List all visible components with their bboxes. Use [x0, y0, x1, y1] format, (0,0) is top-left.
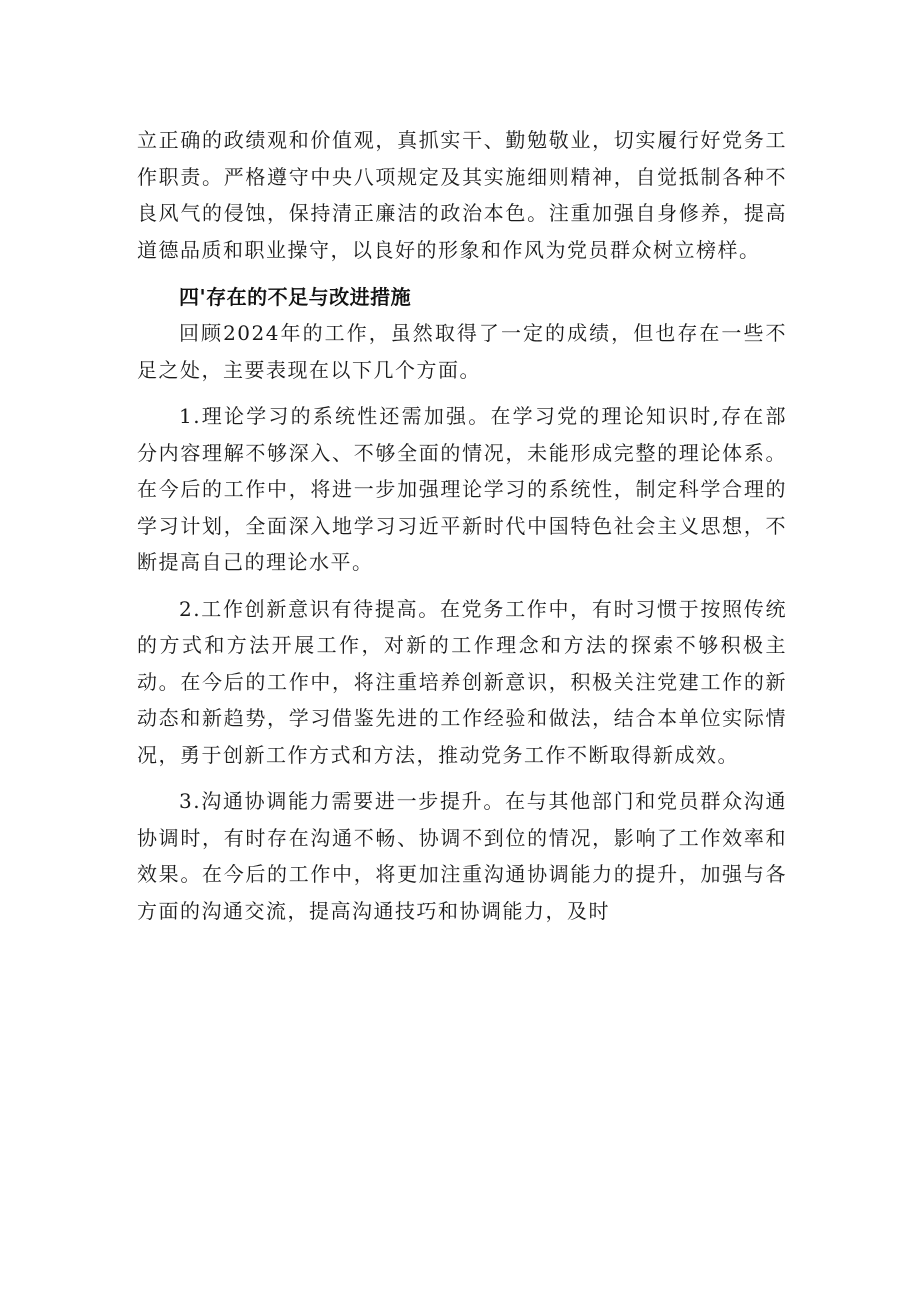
document-body [137, 122, 787, 929]
paragraph-continued: 立正确的政绩观和价值观，真抓实干、勤勉敬业，切实履行好党务工作职责。严格遵守中央八项规定及其实施细则精神，自觉抵制各种不良风气的侵蚀，保持清正廉洁的政治本色。注重加强自身修养，提高道德品质和职业操守，以良好的形象和作风为党员群众树立榜样。 [137, 128, 787, 262]
item-1-paragraph: 1.理论学习的系统性还需加强。在学习党的理论知识时,存在部分内容理解不够深入、不够全面的情况，未能形成完整的理论体系。在今后的工作中，将进一步加强理论学习的系统性，制定科学合理的学习计划，全面深入地学习习近平新时代中国特色社会主义思想，不断提高自己的理论水平。 [137, 404, 787, 574]
item-3-paragraph: 3.沟通协调能力需要进一步提升。在与其他部门和党员群众沟通协调时，有时存在沟通不畅、协调不到位的情况，影响了工作效率和效果。在今后的工作中，将更加注重沟通协调能力的提升，加强与各方面的沟通交流，提高沟通技巧和协调能力，及时 [137, 789, 787, 923]
item-2-paragraph: 2.工作创新意识有待提高。在党务工作中，有时习惯于按照传统的方式和方法开展工作，对新的工作理念和方法的探索不够积极主动。在今后的工作中，将注重培养创新意识，积极关注党建工作的新动态和新趋势，学习借鉴先进的工作经验和做法，结合本单位实际情况，勇于创新工作方式和方法，推动党务工作不断取得新成效。 [137, 596, 787, 767]
section-heading: 四'存在的不足与改进措施 [179, 285, 412, 309]
intro-paragraph: 回顾2024年的工作，虽然取得了一定的成绩，但也存在一些不足之处，主要表现在以下几个方面。 [137, 321, 787, 382]
